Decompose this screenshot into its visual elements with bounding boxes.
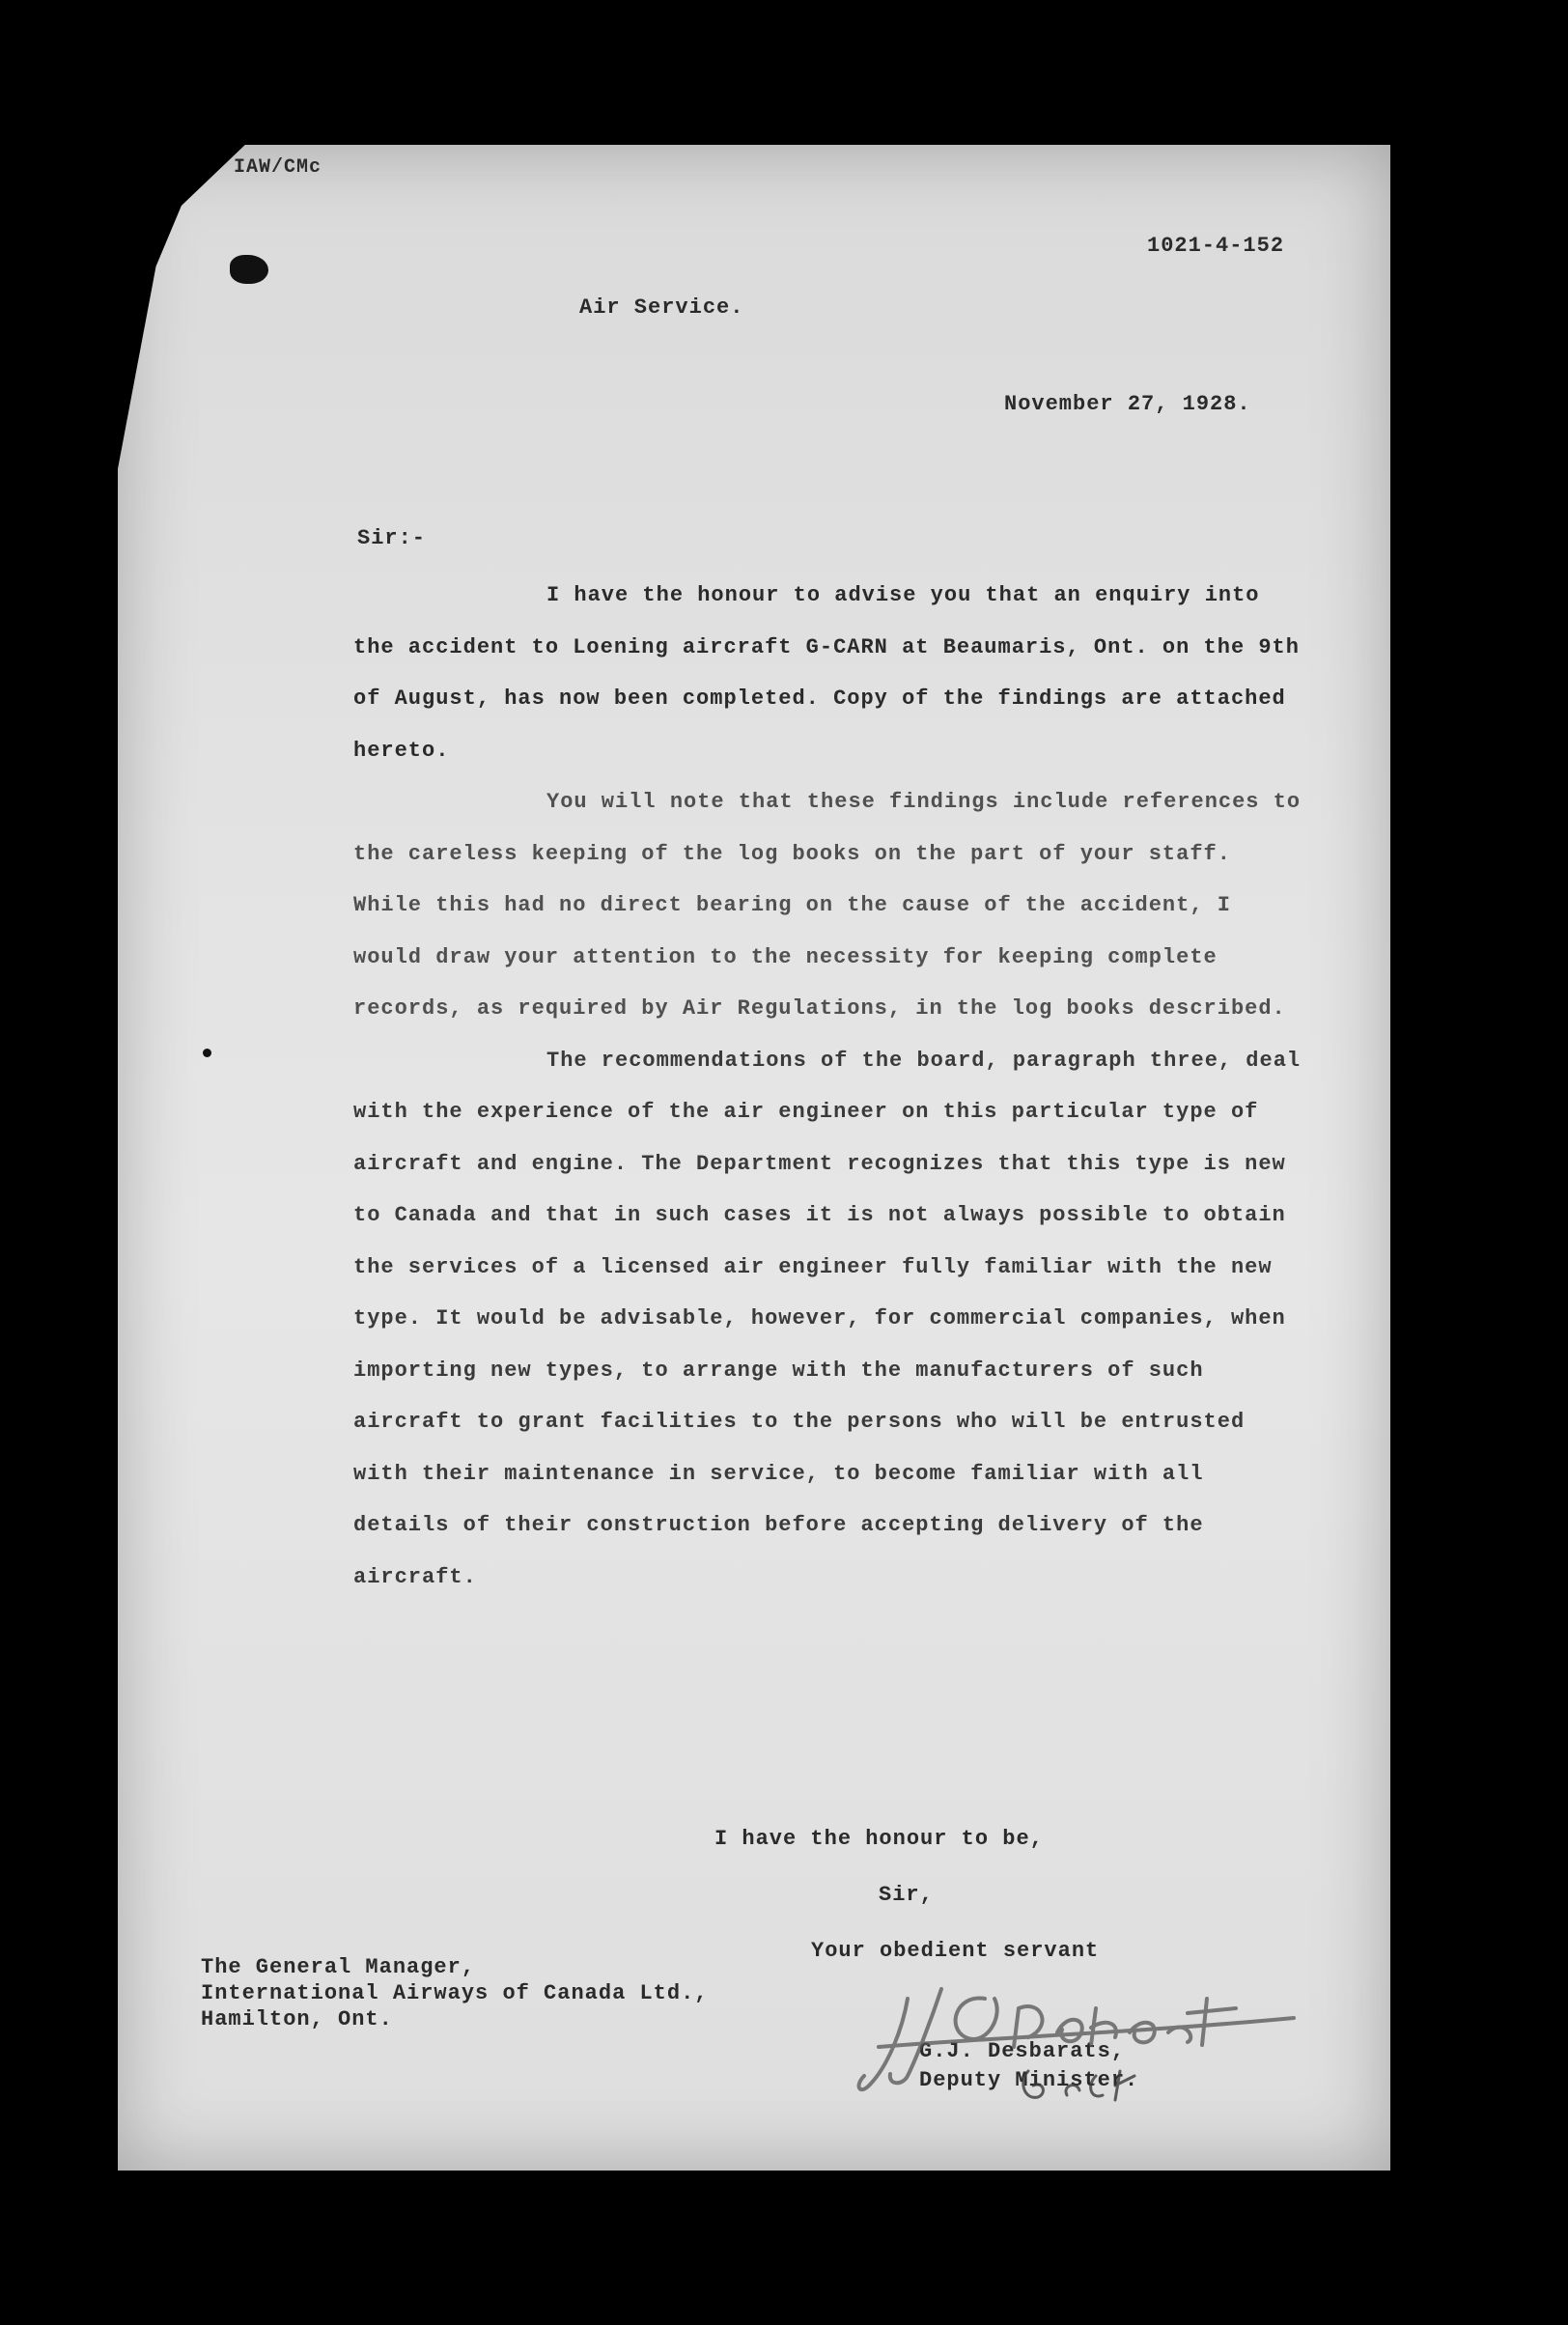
department-heading: Air Service. (579, 295, 744, 320)
addressee-line: International Airways of Canada Ltd., (201, 1981, 709, 2005)
reference-initials: IAW/CMc (234, 156, 322, 179)
addressee-block (201, 1954, 708, 2032)
letter-body (353, 570, 1309, 1603)
closing-sir: Sir, (879, 1883, 934, 1907)
file-number: 1021-4-152 (1147, 234, 1285, 258)
addressee-line: Hamilton, Ont. (201, 2007, 393, 2031)
salutation: Sir:- (357, 526, 427, 550)
paragraph-3: The recommendations of the board, paragraph three, deal with the experience of the air engineer on this particular type of aircraft and engine. The Department recognizes that this type is new to Canada and that in such cases it is not always possible to obtain the services of a licensed air engineer fully familiar with the new type. It would be advisable, however, for commercial companies, when importing new types, to arrange with the manufacturers of such aircraft to grant facilities to the persons who will be entrusted with their maintenance in service, to become familiar with all details of their construction before accepting delivery of the aircraft. (353, 1048, 1302, 1589)
closing-line: I have the honour to be, (714, 1827, 1044, 1851)
letter-date: November 27, 1928. (1004, 392, 1251, 416)
handwritten-signature (850, 1941, 1313, 2115)
signatory-title: Deputy Minister. (919, 2068, 1139, 2092)
signatory-name: G.J. Desbarats, (919, 2039, 1126, 2063)
ink-blot (230, 255, 268, 284)
closing-servant: Your obedient servant (811, 1939, 1100, 1963)
ink-dot (203, 1049, 211, 1057)
paragraph-2: You will note that these findings include references to the careless keeping of the log books on the part of your staff. While this had no direct bearing on the cause of the accident, I would draw your attention to the necessity for keeping complete records, as required by Air Regulations, in the log books described. (353, 790, 1302, 1021)
addressee-line: The General Manager, (201, 1955, 476, 1979)
paragraph-1: I have the honour to advise you that an enquiry into the accident to Loening aircraft G-CARN at Beaumaris, Ont. on the 9th of August, has now been completed. Copy of the findings are attached hereto. (353, 583, 1300, 763)
